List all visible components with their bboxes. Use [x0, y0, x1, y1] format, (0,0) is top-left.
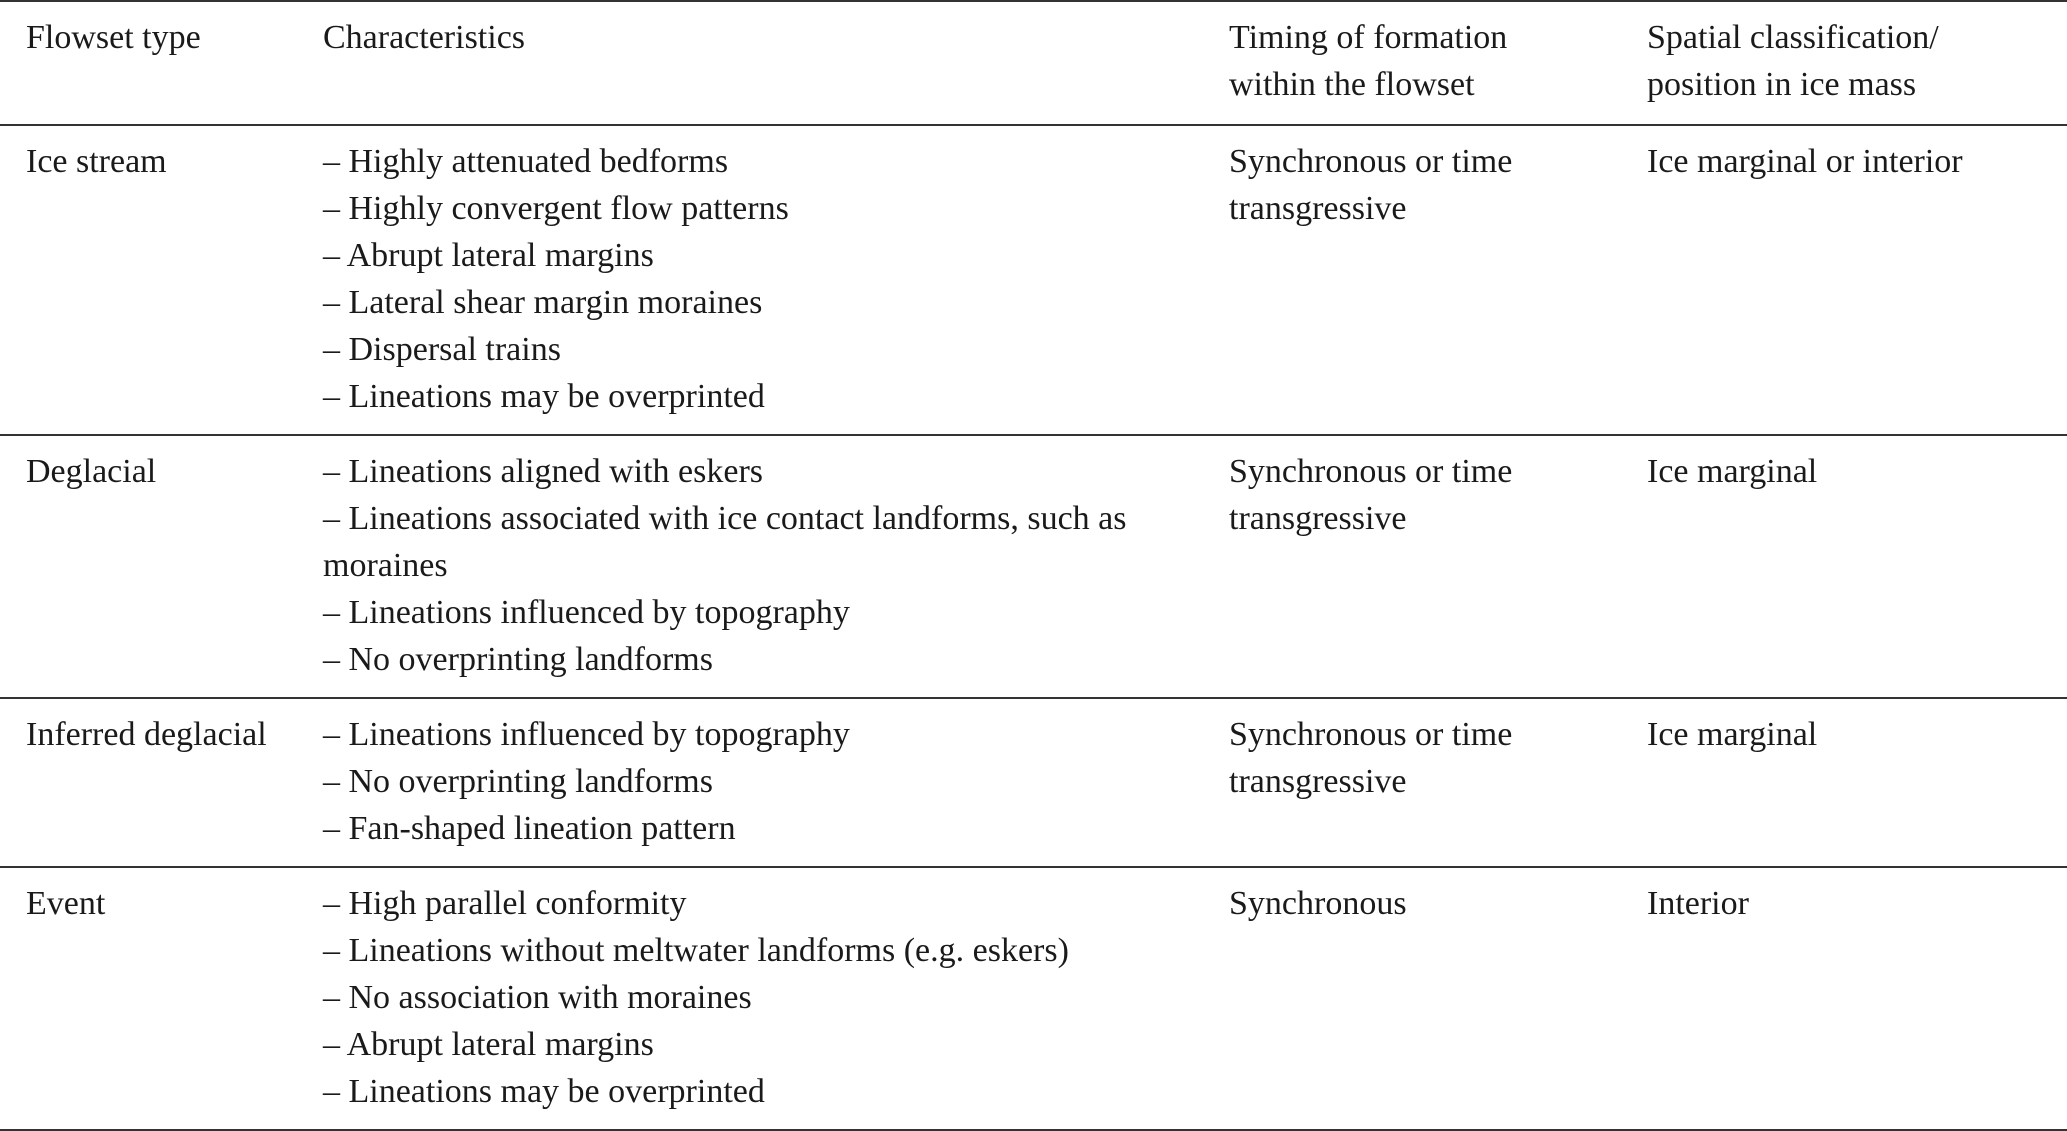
- cell-timing: Synchronous or time transgressive: [1229, 143, 1513, 227]
- characteristic-item: – High parallel conformity: [323, 885, 687, 922]
- characteristic-item: – No overprinting landforms: [323, 641, 713, 678]
- cell-characteristics: [323, 867, 1229, 1130]
- table-header-row: [0, 1, 2067, 125]
- cell-characteristics: [323, 698, 1229, 867]
- characteristic-item: – Lineations without meltwater landforms (e.g. eskers): [323, 932, 1069, 969]
- cell-spatial: Ice marginal or interior: [1647, 143, 1963, 180]
- characteristic-item: – Lineations influenced by topography: [323, 594, 850, 631]
- table-row: [0, 698, 2067, 867]
- cell-flowset-type: Event: [26, 885, 106, 922]
- table-row: [0, 435, 2067, 698]
- header-timing: Timing of formation within the flowset: [1229, 19, 1508, 103]
- characteristic-item: – Lineations influenced by topography: [323, 716, 850, 753]
- characteristic-item: – Lineations aligned with eskers: [323, 453, 764, 490]
- cell-characteristics: [323, 125, 1229, 435]
- cell-characteristics: [323, 435, 1229, 698]
- characteristic-item: – Abrupt lateral margins: [323, 1026, 654, 1063]
- cell-flowset-type: Inferred deglacial: [26, 716, 267, 753]
- characteristic-item: – No overprinting landforms: [323, 763, 713, 800]
- characteristic-item: – Fan-shaped lineation pattern: [323, 810, 736, 847]
- table-row: [0, 867, 2067, 1130]
- header-spatial: Spatial classification/ position in ice mass: [1647, 19, 1939, 103]
- cell-timing: Synchronous: [1229, 885, 1407, 922]
- characteristic-item: – Dispersal trains: [323, 331, 561, 368]
- cell-flowset-type: Deglacial: [26, 453, 157, 490]
- characteristic-item: – No association with moraines: [323, 979, 752, 1016]
- header-characteristics: Characteristics: [323, 19, 526, 56]
- cell-spatial: Interior: [1647, 885, 1749, 922]
- header-flowset-type: Flowset type: [26, 19, 201, 56]
- cell-spatial: Ice marginal: [1647, 453, 1818, 490]
- characteristic-item: – Abrupt lateral margins: [323, 237, 654, 274]
- characteristic-item: – Lineations may be overprinted: [323, 378, 765, 415]
- characteristic-item: – Lineations associated with ice contact landforms, such as moraines: [323, 500, 1127, 584]
- cell-flowset-type: Ice stream: [26, 143, 167, 180]
- table-row: [0, 125, 2067, 435]
- characteristic-item: – Highly attenuated bedforms: [323, 143, 729, 180]
- cell-spatial: Ice marginal: [1647, 716, 1818, 753]
- cell-timing: Synchronous or time transgressive: [1229, 453, 1513, 537]
- characteristic-item: – Highly convergent flow patterns: [323, 190, 789, 227]
- cell-timing: Synchronous or time transgressive: [1229, 716, 1513, 800]
- characteristic-item: – Lineations may be overprinted: [323, 1073, 765, 1110]
- characteristic-item: – Lateral shear margin moraines: [323, 284, 763, 321]
